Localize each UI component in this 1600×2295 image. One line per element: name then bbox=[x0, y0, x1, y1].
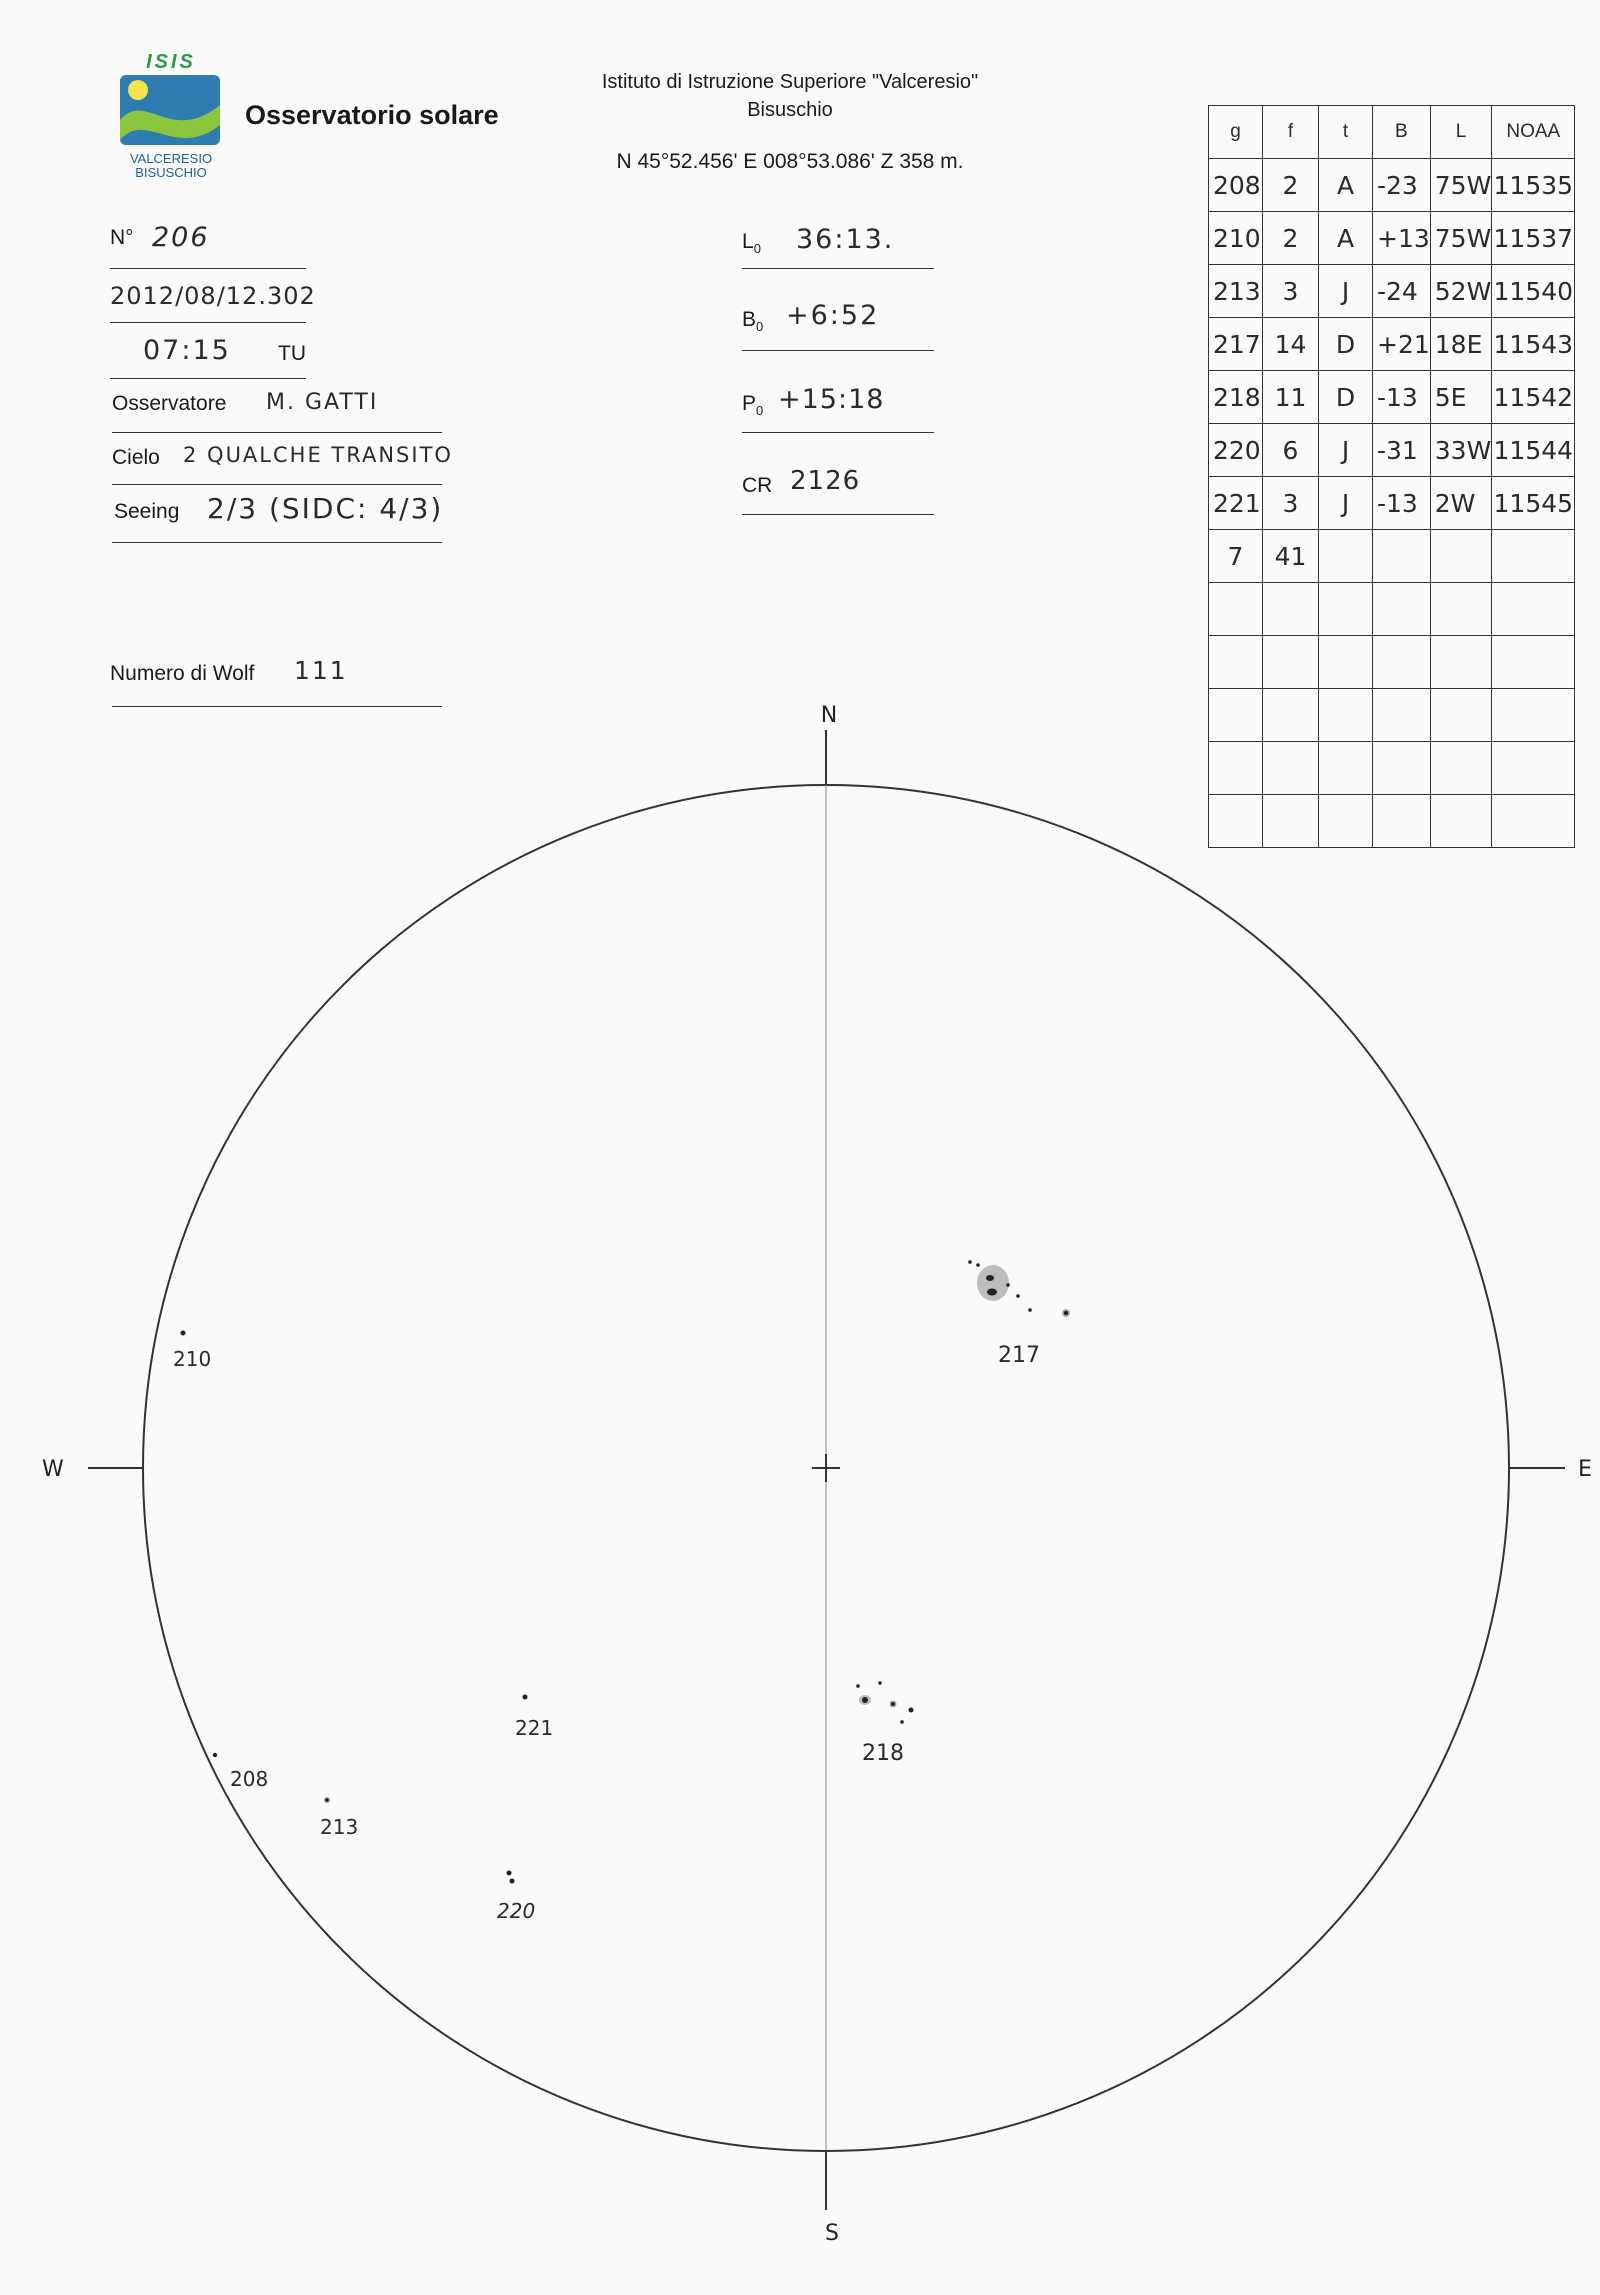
cell-group: 210 bbox=[1209, 212, 1263, 265]
group-label: 213 bbox=[320, 1815, 359, 1839]
header-b: B bbox=[1373, 106, 1431, 159]
observer-value: M. GATTI bbox=[266, 390, 379, 415]
cell-l: 52W bbox=[1430, 265, 1492, 318]
observer-label: Osservatore bbox=[112, 392, 227, 415]
group-label: 217 bbox=[998, 1343, 1040, 1368]
b0-label: $B_0$ bbox=[742, 308, 764, 335]
cell-t: A bbox=[1319, 212, 1373, 265]
cell-f: 11 bbox=[1263, 371, 1319, 424]
cell-group: 221 bbox=[1209, 477, 1263, 530]
sky-label: Cielo bbox=[112, 446, 160, 469]
total-groups: 7 bbox=[1209, 530, 1263, 583]
header-g: g bbox=[1209, 106, 1263, 159]
cell-t: D bbox=[1319, 318, 1373, 371]
cell-f: 2 bbox=[1263, 159, 1319, 212]
cr-value: 2126 bbox=[790, 466, 861, 496]
sunspot-group-220 bbox=[497, 1871, 535, 1924]
cell-group: 208 bbox=[1209, 159, 1263, 212]
cell-noaa: 11542 bbox=[1492, 371, 1575, 424]
cr-label: CR bbox=[742, 474, 773, 497]
cell-t: D bbox=[1319, 371, 1373, 424]
cell-noaa: 11544 bbox=[1492, 424, 1575, 477]
number-label: N° bbox=[110, 226, 134, 249]
cell-t: J bbox=[1319, 424, 1373, 477]
cell-t: J bbox=[1319, 265, 1373, 318]
l0-value: 36:13. bbox=[796, 224, 895, 255]
cell-l: 33W bbox=[1430, 424, 1492, 477]
cell-f: 3 bbox=[1263, 265, 1319, 318]
cell-t: J bbox=[1319, 477, 1373, 530]
header-f: f bbox=[1263, 106, 1319, 159]
cell-f: 6 bbox=[1263, 424, 1319, 477]
p0-value: +15:18 bbox=[778, 384, 885, 415]
logo-caption-1: VALCERESIO bbox=[129, 151, 213, 166]
north-label: N bbox=[820, 703, 838, 728]
b0-value: +6:52 bbox=[786, 300, 880, 331]
cell-b: -23 bbox=[1373, 159, 1431, 212]
seeing-label: Seeing bbox=[114, 500, 180, 523]
cell-b: -31 bbox=[1373, 424, 1431, 477]
sky-value: 2 QUALCHE TRANSITO bbox=[183, 443, 453, 467]
wolf-number-value: 111 bbox=[294, 656, 348, 685]
cell-b: -13 bbox=[1373, 371, 1431, 424]
date-value: 2012/08/12.302 bbox=[110, 282, 316, 310]
sunspot-group-218 bbox=[856, 1681, 913, 1766]
west-label: W bbox=[42, 1457, 64, 1482]
cell-b: -24 bbox=[1373, 265, 1431, 318]
observatory-title: Osservatorio solare bbox=[245, 100, 499, 130]
logo-wordmark: ISIS bbox=[146, 51, 196, 73]
cell-noaa: 11543 bbox=[1492, 318, 1575, 371]
institute-line-1: Istituto di Istruzione Superiore "Valceresio" bbox=[601, 71, 979, 93]
south-label: S bbox=[825, 2221, 839, 2246]
cell-group: 217 bbox=[1209, 318, 1263, 371]
cell-f: 2 bbox=[1263, 212, 1319, 265]
cell-b: +13 bbox=[1373, 212, 1431, 265]
cell-group: 213 bbox=[1209, 265, 1263, 318]
logo-caption-2: BISUSCHIO bbox=[135, 165, 207, 180]
cell-f: 14 bbox=[1263, 318, 1319, 371]
sunspot-group-213 bbox=[320, 1797, 358, 1839]
cell-l: 75W bbox=[1430, 159, 1492, 212]
group-label: 218 bbox=[862, 1741, 904, 1766]
header-l: L bbox=[1430, 106, 1492, 159]
header-noaa: NOAA bbox=[1492, 106, 1575, 159]
group-label: 221 bbox=[515, 1716, 554, 1740]
cell-group: 218 bbox=[1209, 371, 1263, 424]
sunspot-group-217 bbox=[968, 1260, 1070, 1368]
cell-t: A bbox=[1319, 159, 1373, 212]
number-value: 206 bbox=[152, 222, 210, 253]
cell-l: 75W bbox=[1430, 212, 1492, 265]
cell-l: 18E bbox=[1430, 318, 1492, 371]
time-value: 07:15 bbox=[143, 335, 231, 366]
sunspot-group-210 bbox=[173, 1331, 211, 1372]
header-t: t bbox=[1319, 106, 1373, 159]
group-label: 220 bbox=[497, 1899, 536, 1923]
cell-f: 3 bbox=[1263, 477, 1319, 530]
time-unit: TU bbox=[278, 342, 306, 365]
p0-label: $P_0$ bbox=[742, 392, 764, 419]
cell-noaa: 11545 bbox=[1492, 477, 1575, 530]
wolf-number-label: Numero di Wolf bbox=[110, 662, 255, 685]
cell-group: 220 bbox=[1209, 424, 1263, 477]
seeing-value: 2/3 (SIDC: 4/3) bbox=[207, 492, 444, 525]
station-coordinates: N 45°52.456' E 008°53.086' Z 358 m. bbox=[616, 150, 964, 173]
institute-line-2: Bisuschio bbox=[747, 99, 833, 121]
total-spots: 41 bbox=[1263, 530, 1319, 583]
cell-b: +21 bbox=[1373, 318, 1431, 371]
cell-l: 5E bbox=[1430, 371, 1492, 424]
cell-noaa: 11535 bbox=[1492, 159, 1575, 212]
group-label: 210 bbox=[173, 1347, 212, 1371]
cell-b: -13 bbox=[1373, 477, 1431, 530]
group-label: 208 bbox=[230, 1767, 269, 1791]
l0-label: $L_0$ bbox=[742, 230, 761, 257]
cell-l: 2W bbox=[1430, 477, 1492, 530]
cell-noaa: 11537 bbox=[1492, 212, 1575, 265]
cell-noaa: 11540 bbox=[1492, 265, 1575, 318]
sunspot-group-221 bbox=[515, 1695, 553, 1741]
east-label: E bbox=[1578, 1457, 1592, 1482]
